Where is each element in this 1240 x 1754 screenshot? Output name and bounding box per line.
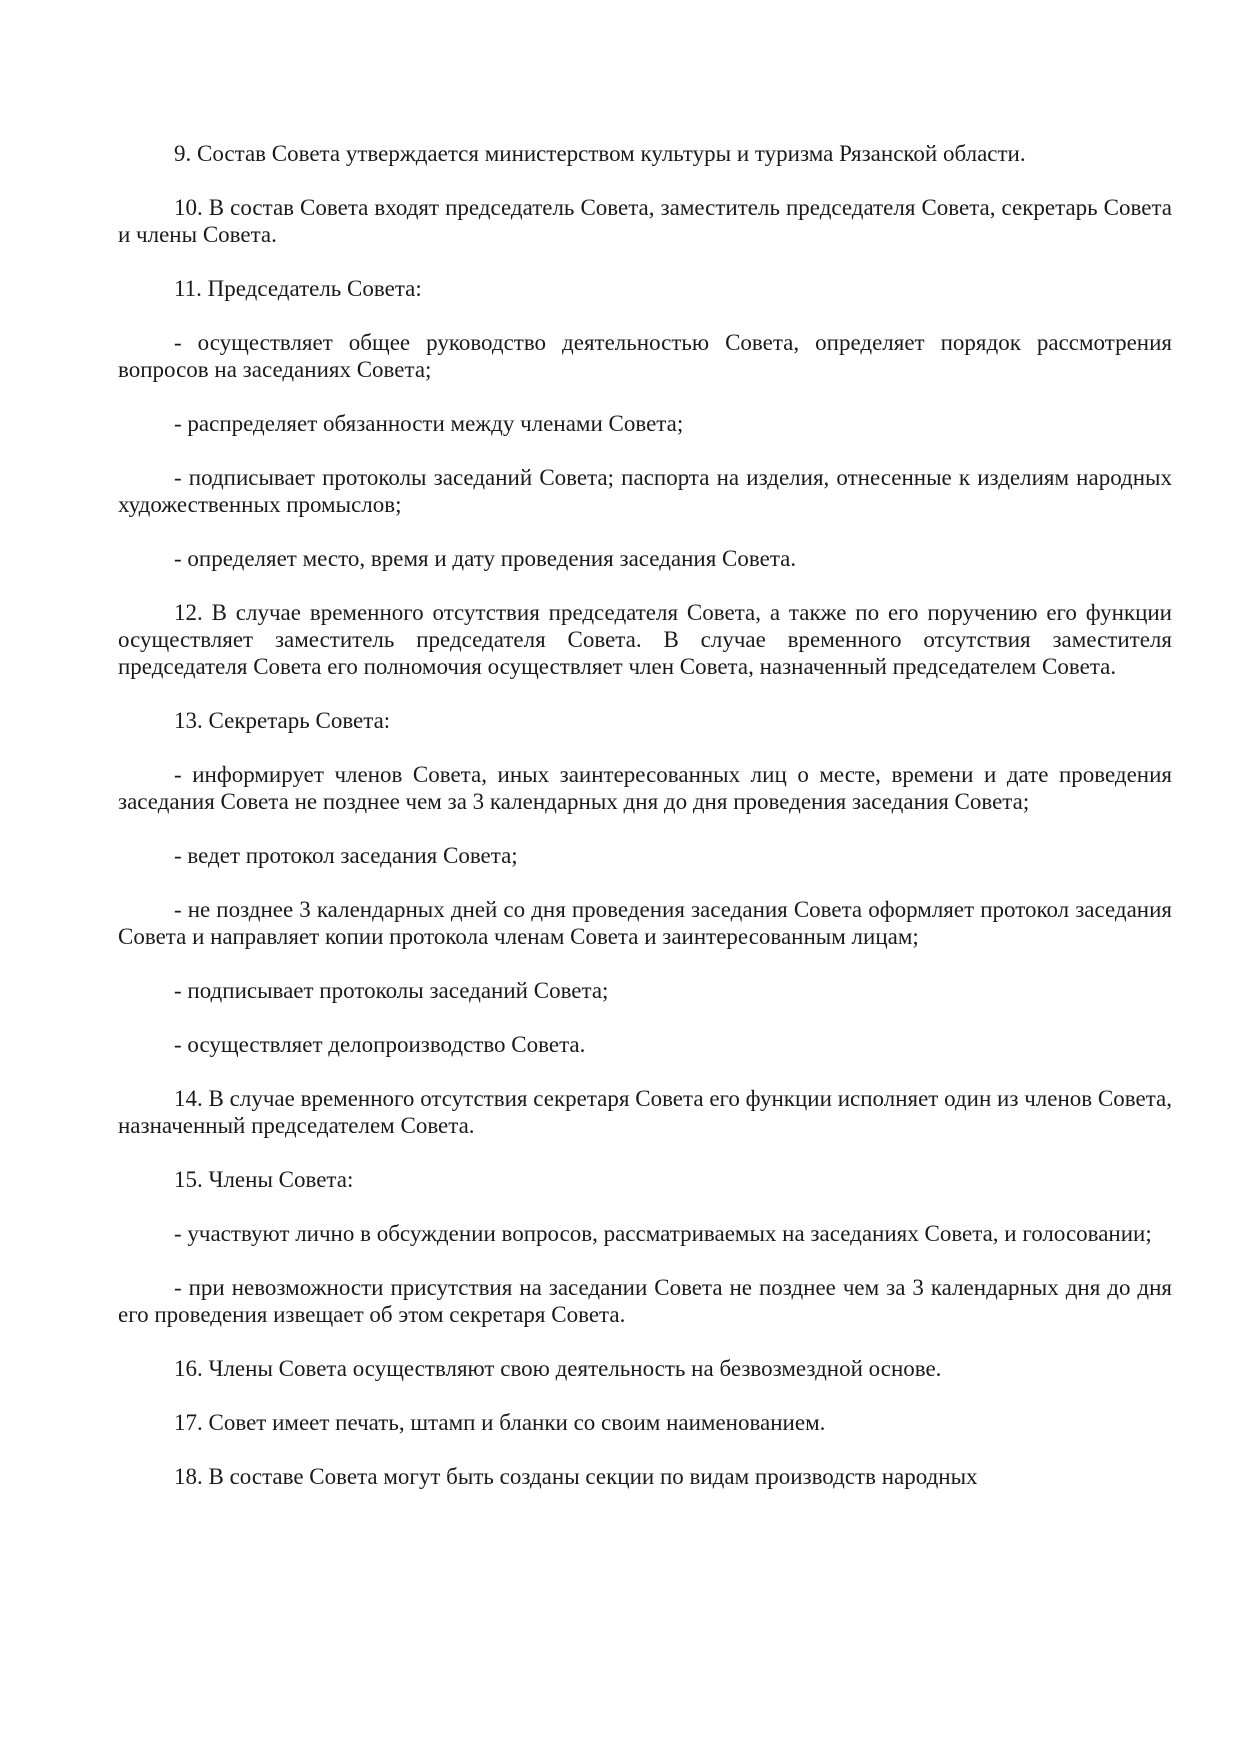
paragraph-18: 18. В составе Совета могут быть созданы секции по видам производств народных	[174, 1464, 978, 1489]
paragraph-13-heading: 13. Секретарь Совета:	[174, 708, 391, 733]
paragraph-11-item-3: - подписывает протоколы заседаний Совета; паспорта на изделия, отнесенные к изделиям народных художественных промыслов;	[118, 465, 1172, 517]
paragraph-13-item-5: - осуществляет делопроизводство Совета.	[174, 1032, 586, 1057]
paragraph-11-heading: 11. Председатель Совета:	[174, 276, 422, 301]
document-body	[118, 140, 1172, 1517]
paragraph-13-item-3: - не позднее 3 календарных дней со дня проведения заседания Совета оформляет протокол заседания Совета и направляет копии протокола членам Совета и заинтересованным лицам;	[118, 897, 1172, 949]
paragraph-17: 17. Совет имеет печать, штамп и бланки со своим наименованием.	[174, 1410, 826, 1435]
paragraph-15-heading: 15. Члены Совета:	[174, 1167, 354, 1192]
paragraph-14: 14. В случае временного отсутствия секретаря Совета его функции исполняет один из членов Совета, назначенный председателем Совета.	[118, 1086, 1172, 1138]
paragraph-12: 12. В случае временного отсутствия председателя Совета, а также по его поручению его функции осуществляет заместитель председателя Совета. В случае временного отсутствия заместителя председателя Совета его полномочия осуществляет член Совета, назначенный председателем Совета.	[118, 600, 1172, 679]
paragraph-15-item-2: - при невозможности присутствия на заседании Совета не позднее чем за 3 календарных дня до дня его проведения извещает об этом секретаря Совета.	[118, 1275, 1172, 1327]
paragraph-9: 9. Состав Совета утверждается министерством культуры и туризма Рязанской области.	[174, 141, 1026, 166]
paragraph-11-item-4: - определяет место, время и дату проведения заседания Совета.	[174, 546, 797, 571]
paragraph-11-item-1: - осуществляет общее руководство деятельностью Совета, определяет порядок рассмотрения вопросов на заседаниях Совета;	[118, 330, 1172, 382]
paragraph-13-item-1: - информирует членов Совета, иных заинтересованных лиц о месте, времени и дате проведения заседания Совета не позднее чем за 3 календарных дня до дня проведения заседания Совета;	[118, 762, 1172, 814]
paragraph-10: 10. В состав Совета входят председатель Совета, заместитель председателя Совета, секретарь Совета и члены Совета.	[118, 195, 1172, 247]
paragraph-16: 16. Члены Совета осуществляют свою деятельность на безвозмездной основе.	[174, 1356, 942, 1381]
paragraph-11-item-2: - распределяет обязанности между членами Совета;	[174, 411, 684, 436]
paragraph-13-item-4: - подписывает протоколы заседаний Совета;	[174, 978, 609, 1003]
paragraph-15-item-1: - участвуют лично в обсуждении вопросов, рассматриваемых на заседаниях Совета, и голосовании;	[174, 1221, 1152, 1246]
paragraph-13-item-2: - ведет протокол заседания Совета;	[174, 843, 518, 868]
